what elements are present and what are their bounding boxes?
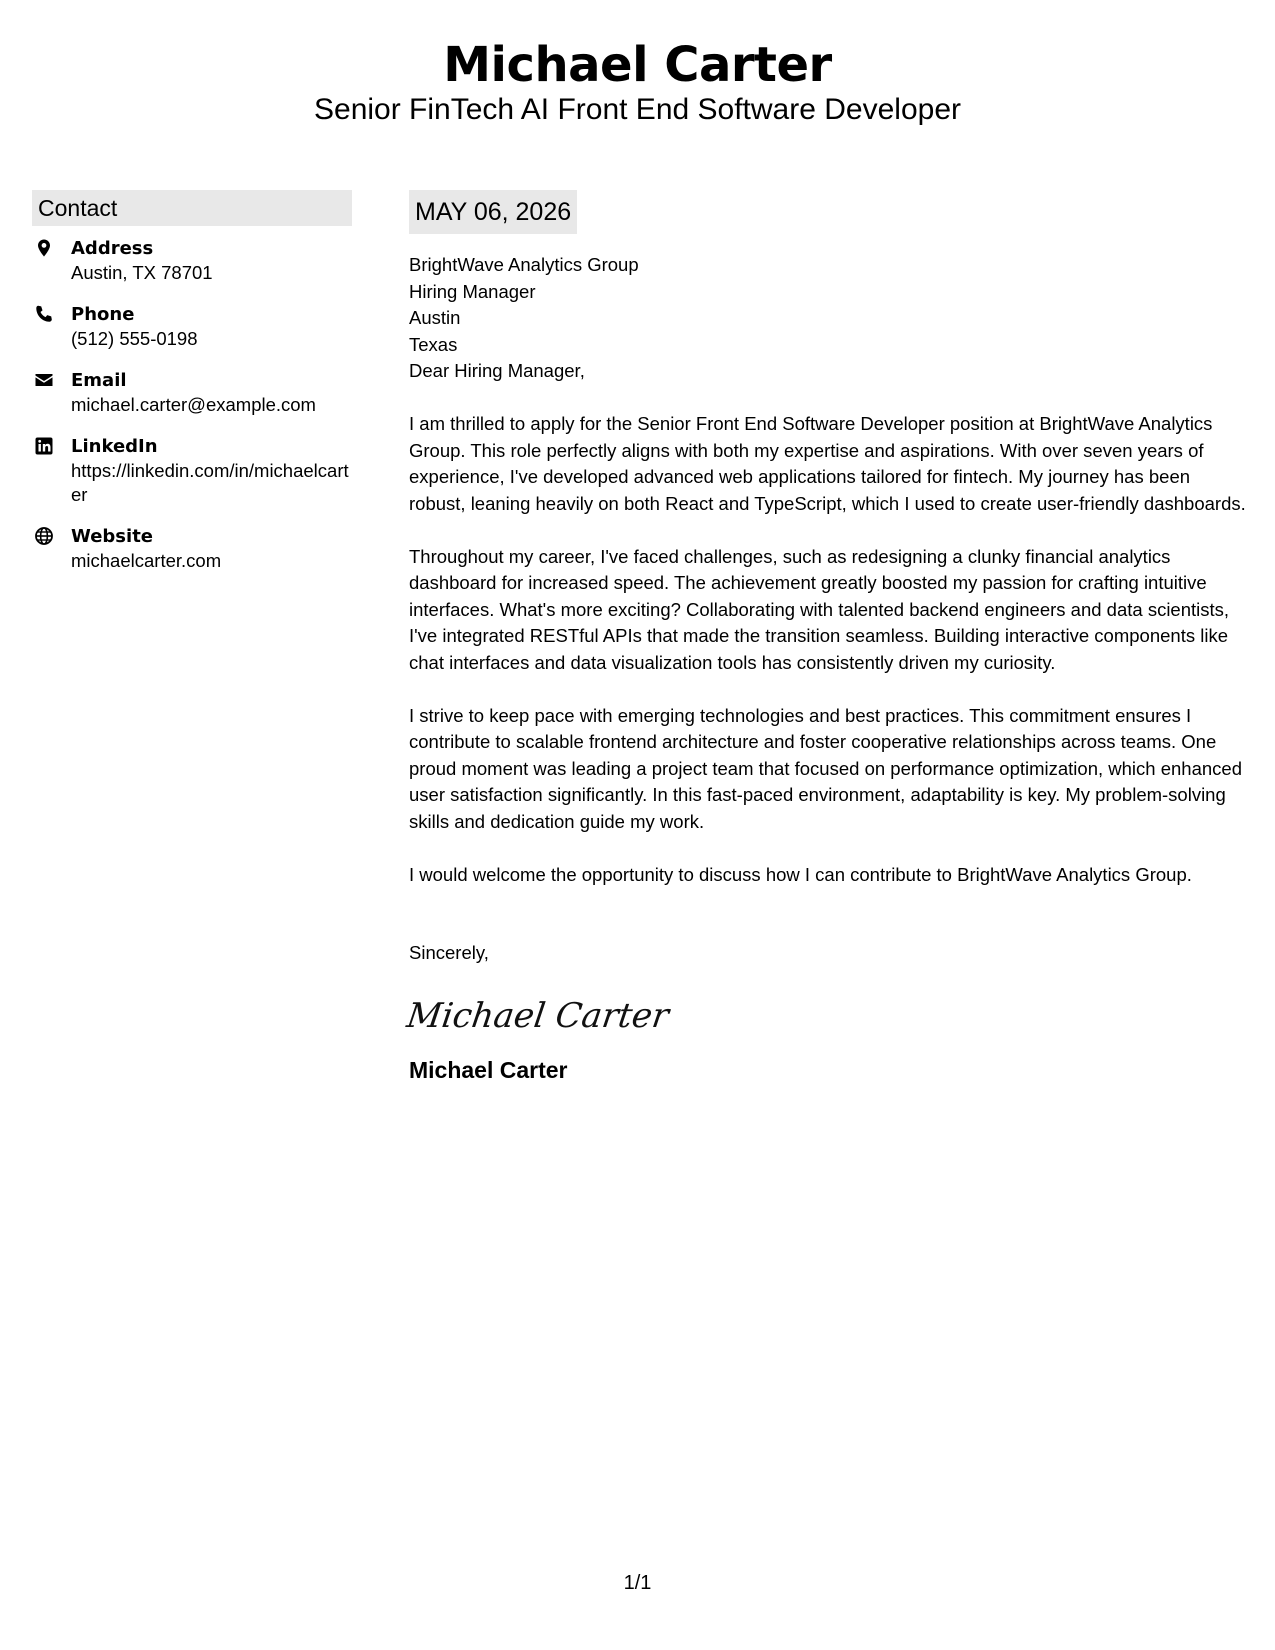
contact-list bbox=[32, 237, 352, 573]
recipient-city: Austin bbox=[409, 307, 461, 328]
contact-value: Austin, TX 78701 bbox=[71, 262, 213, 283]
body-paragraph: I would welcome the opportunity to discuss how I can contribute to BrightWave Analytics Group. bbox=[409, 863, 1192, 885]
globe-icon bbox=[34, 526, 54, 546]
recipient-role: Hiring Manager bbox=[409, 280, 536, 302]
map-pin-icon bbox=[34, 238, 54, 258]
contact-label: Email bbox=[71, 370, 127, 391]
contact-item-address bbox=[32, 237, 352, 285]
applicant-title: Senior FinTech AI Front End Software Developer bbox=[314, 93, 961, 126]
contact-sidebar bbox=[32, 190, 352, 591]
envelope-icon bbox=[34, 370, 54, 390]
contact-item-linkedin[interactable] bbox=[32, 435, 352, 507]
body-paragraph: Throughout my career, I've faced challenges, such as redesigning a clunky financial analytics dashboard for increased speed. The achievement greatly boosted my passion for crafting intuitive interfaces. What's more exciting? Collaborating with talented backend engineers and data scientists, I've integrated RESTful APIs that made the transition seamless. Building interactive components like chat interfaces and data visualization tools has consistently driven my curiosity. bbox=[409, 545, 1230, 673]
contact-label: Address bbox=[71, 238, 154, 259]
email-link[interactable]: michael.carter@example.com bbox=[71, 394, 316, 415]
linkedin-link[interactable]: https://linkedin.com/in/michaelcarter bbox=[71, 460, 349, 505]
recipient-state: Texas bbox=[409, 333, 458, 355]
recipient-block bbox=[409, 252, 1249, 358]
salutation: Dear Hiring Manager, bbox=[409, 360, 585, 381]
phone-icon bbox=[34, 304, 54, 324]
contact-label: Website bbox=[71, 526, 154, 547]
applicant-name: Michael Carter bbox=[443, 37, 832, 93]
closing: Sincerely, bbox=[409, 942, 489, 963]
contact-item-phone bbox=[32, 303, 352, 351]
linkedin-icon bbox=[34, 436, 54, 456]
contact-label: LinkedIn bbox=[71, 436, 158, 457]
body-paragraph: I am thrilled to apply for the Senior Front End Software Developer position at BrightWave Analytics Group. This role perfectly aligns with both my expertise and aspirations. With over seven years of experience, I've developed advanced web applications tailored for fintech. My journey has been robust, leaning heavily on both React and TypeScript, which I used to create user-friendly dashboards. bbox=[409, 413, 1246, 514]
signed-name: Michael Carter bbox=[409, 1056, 568, 1083]
contact-heading: Contact bbox=[32, 190, 352, 226]
recipient-company: BrightWave Analytics Group bbox=[409, 254, 639, 275]
body-paragraph: I strive to keep pace with emerging technologies and best practices. This commitment ensures I contribute to scalable frontend architecture and foster cooperative relationships across teams. One proud moment was leading a project team that focused on performance optimization, which enhanced user satisfaction significantly. In this fast-paced environment, adaptability is key. My problem-solving skills and dedication guide my work. bbox=[409, 704, 1242, 832]
page-number: 1/1 bbox=[623, 1572, 652, 1594]
letter-header bbox=[0, 34, 1275, 128]
website-link[interactable]: michaelcarter.com bbox=[71, 550, 222, 571]
letter-body bbox=[404, 190, 1249, 1085]
contact-item-website[interactable] bbox=[32, 525, 352, 573]
contact-value: (512) 555-0198 bbox=[71, 328, 198, 349]
signature-image bbox=[404, 989, 672, 1041]
contact-item-email[interactable] bbox=[32, 369, 352, 417]
signature-text: Michael Carter bbox=[404, 995, 672, 1036]
signature bbox=[404, 989, 1249, 1041]
contact-label: Phone bbox=[71, 304, 135, 325]
letter-date: MAY 06, 2026 bbox=[409, 190, 577, 234]
